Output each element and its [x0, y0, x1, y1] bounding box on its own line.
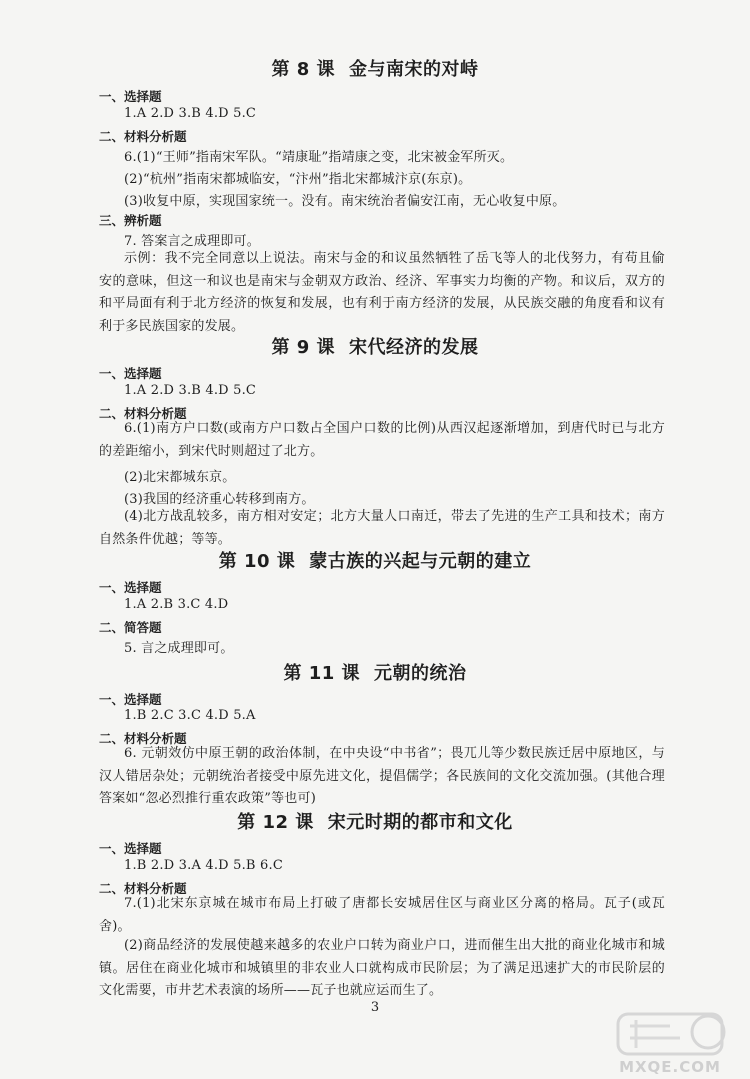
- section-head: 二、材料分析题: [99, 406, 187, 421]
- lesson-11-title: 第 11 课 元朝的统治: [283, 663, 467, 684]
- answer-line: 7. 答案言之成理即可。: [124, 234, 260, 249]
- answer-line: 1.B 2.C 3.C 4.D 5.A: [124, 708, 256, 723]
- section-head: 一、选择题: [99, 89, 162, 104]
- watermark-text: MXQE.COM: [619, 1058, 721, 1076]
- section-head: 一、选择题: [99, 366, 162, 381]
- answer-paragraph: (2)商品经济的发展使越来越多的农业户口转为商业户口，进而催生出大批的商业化城市和城镇。居住在商业化城市和城镇里的非农业人口就构成市民阶层；为了满足迅速扩大的市民阶层的文化需要，市井艺术表演的场所——瓦子也就应运而生了。: [99, 938, 665, 998]
- lesson-9-title: 第 9 课 宋代经济的发展: [271, 337, 479, 358]
- answer-line: 1.A 2.D 3.B 4.D 5.C: [124, 383, 257, 398]
- section-head: 一、选择题: [99, 841, 162, 856]
- lesson-12-title: 第 12 课 宋元时期的都市和文化: [237, 812, 513, 833]
- section-head: 二、材料分析题: [99, 731, 187, 746]
- answer-paragraph: 6.(1)南方户口数(或南方户口数占全国户口数的比例)从西汉起逐渐增加，到唐代时已与北方的差距缩小，到宋代时则超过了北方。: [99, 421, 665, 459]
- lesson-10-title: 第 10 课 蒙古族的兴起与元朝的建立: [218, 551, 532, 572]
- section-head: 三、辨析题: [99, 213, 162, 228]
- section-head: 二、材料分析题: [99, 881, 187, 896]
- lesson-8-title: 第 8 课 金与南宋的对峙: [271, 59, 479, 80]
- answer-paragraph: 6. 元朝效仿中原王朝的政治体制，在中央设“中书省”；畏兀儿等少数民族迁居中原地区，与汉人错居杂处；元朝统治者接受中原先进文化，提倡儒学；各民族间的文化交流加强。(其他合理答案如“忽必烈推行重农政策”等也可): [99, 746, 665, 806]
- answer-line: (2)北宋都城东京。: [124, 470, 236, 485]
- answer-line: 5. 言之成理即可。: [124, 641, 234, 656]
- answer-line: 1.A 2.D 3.B 4.D 5.C: [124, 106, 257, 121]
- section-head: 二、材料分析题: [99, 129, 187, 144]
- section-head: 二、简答题: [99, 620, 162, 635]
- section-head: 一、选择题: [99, 580, 162, 595]
- answer-line: (3)我国的经济重心转移到南方。: [124, 492, 315, 507]
- answer-line: 6.(1)“王师”指南宋军队。“靖康耻”指靖康之变，北宋被金军所灭。: [124, 150, 514, 165]
- answer-line: 1.B 2.D 3.A 4.D 5.B 6.C: [124, 858, 283, 873]
- page-number: 3: [370, 1000, 380, 1015]
- answer-paragraph: 示例：我不完全同意以上说法。南宋与金的和议虽然牺牲了岳飞等人的北伐努力，有苟且偷安的意味，但这一和议也是南宋与金朝双方政治、经济、军事实力均衡的产物。和议后，双方的和平局面有利于北方经济的恢复和发展，也有利于南方经济的发展，从民族交融的角度看和议有利于多民族国家的发展。: [99, 251, 665, 334]
- answer-paragraph: 7.(1)北宋东京城在城市布局上打破了唐都长安城居住区与商业区分离的格局。瓦子(或瓦舍)。: [99, 896, 665, 934]
- answer-paragraph: (4)北方战乱较多，南方相对安定；北方大量人口南迁，带去了先进的生产工具和技术；南方自然条件优越；等等。: [99, 509, 665, 547]
- answer-line: 1.A 2.B 3.C 4.D: [124, 597, 229, 612]
- section-head: 一、选择题: [99, 692, 162, 707]
- answer-line: (2)“杭州”指南宋都城临安，“汴州”指北宋都城汴京(东京)。: [124, 172, 472, 187]
- answer-line: (3)收复中原，实现国家统一。没有。南宋统治者偏安江南，无心收复中原。: [124, 194, 566, 209]
